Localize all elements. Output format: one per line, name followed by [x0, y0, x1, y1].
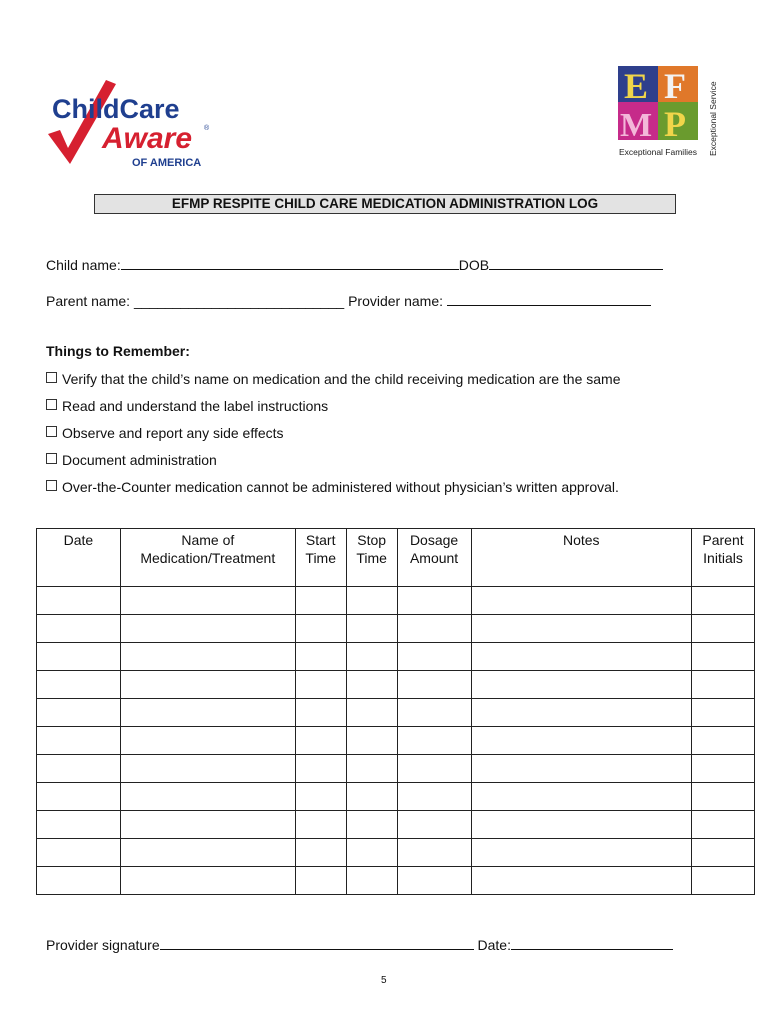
table-row — [37, 783, 755, 811]
page-number: 5 — [381, 975, 387, 986]
child-name-row — [46, 255, 663, 273]
svg-text:P: P — [664, 104, 686, 144]
table-row — [37, 839, 755, 867]
cell-date[interactable] — [37, 839, 121, 867]
cell-dosage[interactable] — [397, 811, 471, 839]
cell-notes[interactable] — [471, 783, 691, 811]
cell-medication[interactable] — [120, 811, 295, 839]
cell-stop-time[interactable] — [346, 699, 397, 727]
table-header-row — [37, 529, 755, 587]
svg-text:F: F — [664, 66, 686, 106]
child-name-field[interactable] — [121, 255, 459, 270]
medication-log-table — [36, 528, 755, 895]
checkbox-icon[interactable] — [46, 453, 57, 464]
cell-start-time[interactable] — [295, 615, 346, 643]
cell-dosage[interactable] — [397, 867, 471, 895]
cell-start-time[interactable] — [295, 811, 346, 839]
cell-parent-initials[interactable] — [692, 839, 755, 867]
col-header-dosage: Dosage Amount — [397, 529, 471, 587]
efmp-logo — [616, 64, 722, 160]
cell-notes[interactable] — [471, 727, 691, 755]
svg-text:Exceptional Service: Exceptional Service — [708, 81, 718, 156]
cell-date[interactable] — [37, 783, 121, 811]
svg-text:Exceptional Families: Exceptional Families — [619, 147, 697, 157]
col-header-parent-initials: Parent Initials — [692, 529, 755, 587]
list-item: Read and understand the label instructions — [46, 396, 621, 423]
cell-start-time[interactable] — [295, 643, 346, 671]
cell-medication[interactable] — [120, 643, 295, 671]
date-label: Date: — [477, 937, 511, 953]
cell-start-time[interactable] — [295, 755, 346, 783]
cell-dosage[interactable] — [397, 839, 471, 867]
cell-dosage[interactable] — [397, 783, 471, 811]
cell-notes[interactable] — [471, 839, 691, 867]
provider-name-field[interactable] — [447, 291, 651, 306]
col-header-stop-time: Stop Time — [346, 529, 397, 587]
cell-stop-time[interactable] — [346, 867, 397, 895]
table-row — [37, 643, 755, 671]
svg-text:OF AMERICA: OF AMERICA — [132, 157, 202, 169]
provider-signature-field[interactable] — [160, 935, 474, 950]
signature-row — [46, 935, 673, 953]
cell-stop-time[interactable] — [346, 643, 397, 671]
things-to-remember-list — [46, 369, 621, 504]
cell-stop-time[interactable] — [346, 615, 397, 643]
provider-name-label: Provider name: — [348, 293, 443, 309]
table-row — [37, 615, 755, 643]
child-care-aware-logo — [46, 74, 216, 174]
col-header-medication: Name of Medication/Treatment — [120, 529, 295, 587]
form-title: EFMP RESPITE CHILD CARE MEDICATION ADMINISTRATION LOG — [94, 194, 676, 214]
cell-dosage[interactable] — [397, 587, 471, 615]
cell-date[interactable] — [37, 699, 121, 727]
cell-start-time[interactable] — [295, 839, 346, 867]
list-item: Verify that the child’s name on medication and the child receiving medication are the same — [46, 369, 621, 396]
col-header-start-time: Start Time — [295, 529, 346, 587]
cell-parent-initials[interactable] — [692, 587, 755, 615]
svg-text:E: E — [624, 66, 649, 106]
cell-stop-time[interactable] — [346, 755, 397, 783]
cell-notes[interactable] — [471, 643, 691, 671]
cell-start-time[interactable] — [295, 727, 346, 755]
table-row — [37, 587, 755, 615]
cell-date[interactable] — [37, 755, 121, 783]
cell-notes[interactable] — [471, 811, 691, 839]
cell-notes[interactable] — [471, 615, 691, 643]
cell-date[interactable] — [37, 671, 121, 699]
svg-text:®: ® — [204, 125, 210, 132]
child-name-label: Child name: — [46, 257, 121, 273]
things-to-remember-heading: Things to Remember: — [46, 343, 190, 359]
cell-date[interactable] — [37, 811, 121, 839]
col-header-date: Date — [37, 529, 121, 587]
cell-parent-initials[interactable] — [692, 867, 755, 895]
cell-notes[interactable] — [471, 755, 691, 783]
table-row — [37, 699, 755, 727]
checkbox-icon[interactable] — [46, 372, 57, 383]
cell-medication[interactable] — [120, 839, 295, 867]
cell-notes[interactable] — [471, 699, 691, 727]
list-item: Over-the-Counter medication cannot be administered without physician’s written approval. — [46, 477, 621, 504]
cell-medication[interactable] — [120, 867, 295, 895]
cell-parent-initials[interactable] — [692, 727, 755, 755]
cell-parent-initials[interactable] — [692, 615, 755, 643]
cell-start-time[interactable] — [295, 699, 346, 727]
table-row — [37, 727, 755, 755]
cell-parent-initials[interactable] — [692, 643, 755, 671]
svg-text:ChildCare: ChildCare — [52, 94, 180, 124]
cell-date[interactable] — [37, 587, 121, 615]
cell-medication[interactable] — [120, 727, 295, 755]
parent-provider-row — [46, 291, 651, 309]
provider-signature-label: Provider signature — [46, 937, 160, 953]
cell-notes[interactable] — [471, 671, 691, 699]
date-field[interactable] — [511, 935, 673, 950]
cell-parent-initials[interactable] — [692, 699, 755, 727]
checkbox-icon[interactable] — [46, 480, 57, 491]
list-item: Observe and report any side effects — [46, 423, 621, 450]
cell-parent-initials[interactable] — [692, 755, 755, 783]
table-row — [37, 811, 755, 839]
cell-stop-time[interactable] — [346, 783, 397, 811]
parent-name-field[interactable]: Parent name: ___________________________ — [46, 293, 345, 309]
cell-parent-initials[interactable] — [692, 671, 755, 699]
svg-text:Aware: Aware — [102, 122, 193, 155]
cell-dosage[interactable] — [397, 699, 471, 727]
cell-start-time[interactable] — [295, 671, 346, 699]
cell-date[interactable] — [37, 867, 121, 895]
checkbox-icon[interactable] — [46, 426, 57, 437]
cell-date[interactable] — [37, 727, 121, 755]
cell-notes[interactable] — [471, 587, 691, 615]
cell-stop-time[interactable] — [346, 839, 397, 867]
col-header-notes: Notes — [471, 529, 691, 587]
cell-medication[interactable] — [120, 783, 295, 811]
list-item: Document administration — [46, 450, 621, 477]
table-row — [37, 755, 755, 783]
cell-date[interactable] — [37, 615, 121, 643]
table-row — [37, 671, 755, 699]
cell-parent-initials[interactable] — [692, 783, 755, 811]
table-row — [37, 867, 755, 895]
dob-field[interactable] — [489, 255, 663, 270]
svg-text:M: M — [620, 107, 653, 144]
cell-start-time[interactable] — [295, 783, 346, 811]
cell-dosage[interactable] — [397, 671, 471, 699]
cell-dosage[interactable] — [397, 755, 471, 783]
cell-stop-time[interactable] — [346, 671, 397, 699]
cell-dosage[interactable] — [397, 615, 471, 643]
cell-medication[interactable] — [120, 671, 295, 699]
cell-parent-initials[interactable] — [692, 811, 755, 839]
cell-stop-time[interactable] — [346, 727, 397, 755]
cell-start-time[interactable] — [295, 587, 346, 615]
checkbox-icon[interactable] — [46, 399, 57, 410]
cell-medication[interactable] — [120, 615, 295, 643]
cell-date[interactable] — [37, 643, 121, 671]
cell-dosage[interactable] — [397, 727, 471, 755]
cell-medication[interactable] — [120, 587, 295, 615]
cell-stop-time[interactable] — [346, 587, 397, 615]
cell-notes[interactable] — [471, 867, 691, 895]
cell-medication[interactable] — [120, 699, 295, 727]
cell-medication[interactable] — [120, 755, 295, 783]
cell-start-time[interactable] — [295, 867, 346, 895]
cell-stop-time[interactable] — [346, 811, 397, 839]
dob-label: DOB — [458, 257, 490, 273]
cell-dosage[interactable] — [397, 643, 471, 671]
